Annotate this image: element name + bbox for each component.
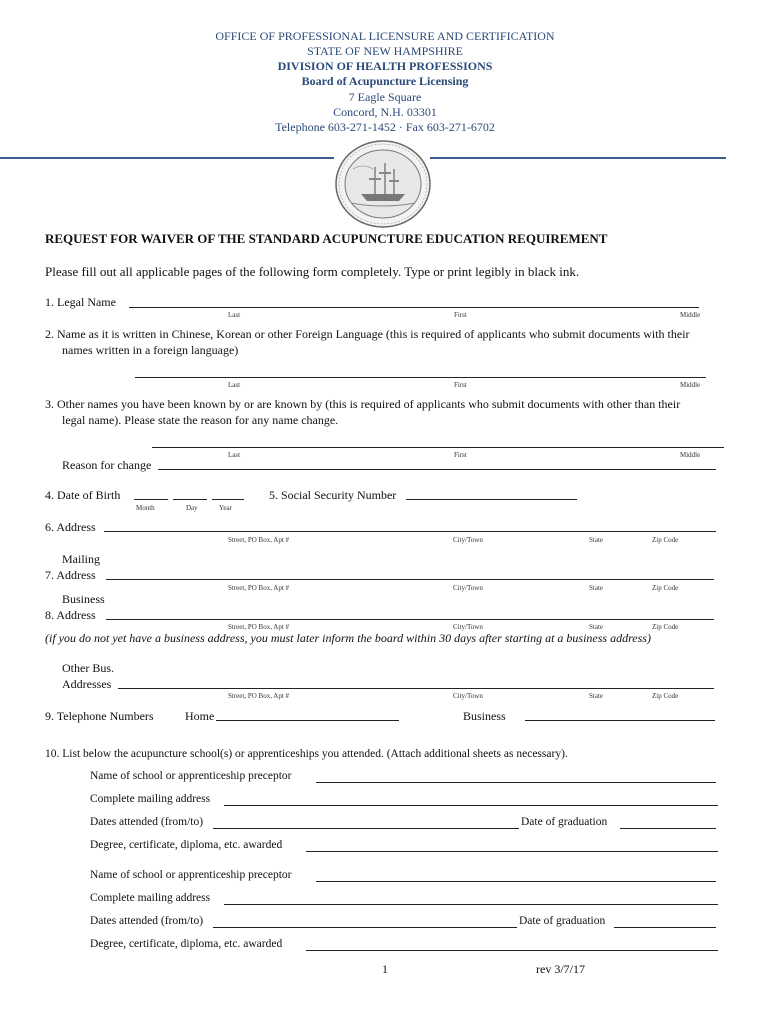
sublabel-city: City/Town bbox=[453, 536, 483, 544]
sublabel-state: State bbox=[589, 692, 603, 700]
legal-name-field[interactable] bbox=[129, 307, 699, 308]
q3-label: 3. Other names you have been known by or are known by (this is required of applicants who submit documents with other than their bbox=[45, 397, 681, 411]
sublabel-first: First bbox=[454, 451, 467, 459]
header-board: Board of Acupuncture Licensing bbox=[301, 74, 469, 88]
q8-label: 8. Address bbox=[45, 608, 96, 622]
sublabel-zip: Zip Code bbox=[652, 623, 679, 631]
form-instructions: Please fill out all applicable pages of the following form completely. Type or print legibly in black ink. bbox=[45, 264, 580, 279]
dates-attended-label-2: Dates attended (from/to) bbox=[90, 915, 204, 927]
mailing-address-label-1: Complete mailing address bbox=[90, 793, 211, 805]
sublabel-year: Year bbox=[219, 504, 232, 512]
q7-label: 7. Address bbox=[45, 568, 96, 582]
graduation-field-1[interactable] bbox=[620, 828, 716, 829]
sublabel-state: State bbox=[589, 623, 603, 631]
business-phone-field[interactable] bbox=[525, 720, 715, 721]
degree-label-2: Degree, certificate, diploma, etc. awarded bbox=[90, 938, 283, 950]
q1-label: 1. Legal Name bbox=[45, 295, 116, 309]
sublabel-street: Street, PO Box, Apt # bbox=[228, 623, 290, 631]
school-name-field-1[interactable] bbox=[316, 782, 716, 783]
sublabel-city: City/Town bbox=[453, 623, 483, 631]
business-address-note: (if you do not yet have a business address, you must later inform the board within 30 days after starting at a business address) bbox=[45, 631, 651, 645]
sublabel-month: Month bbox=[136, 504, 155, 512]
graduation-label-2: Date of graduation bbox=[519, 915, 606, 927]
sublabel-first: First bbox=[454, 311, 467, 319]
degree-field-1[interactable] bbox=[306, 851, 718, 852]
mailing-label: Mailing bbox=[62, 552, 100, 566]
header-street: 7 Eagle Square bbox=[348, 90, 422, 104]
home-phone-label: Home bbox=[185, 709, 215, 723]
school-mailing-field-1[interactable] bbox=[224, 805, 718, 806]
foreign-name-field[interactable] bbox=[135, 377, 706, 378]
header-rule-right bbox=[430, 157, 726, 159]
school-name-label-1: Name of school or apprenticeship preceptor bbox=[90, 770, 292, 782]
form-title: REQUEST FOR WAIVER OF THE STANDARD ACUPUNCTURE EDUCATION REQUIREMENT bbox=[45, 231, 608, 246]
header-city: Concord, N.H. 03301 bbox=[333, 105, 437, 119]
dates-attended-field-2[interactable] bbox=[213, 927, 517, 928]
q3-label-cont: legal name). Please state the reason for any name change. bbox=[62, 413, 339, 427]
sublabel-street: Street, PO Box, Apt # bbox=[228, 692, 290, 700]
dates-attended-label-1: Dates attended (from/to) bbox=[90, 816, 204, 828]
reason-label: Reason for change bbox=[62, 458, 152, 472]
header-phone: Telephone 603-271-1452 · Fax 603-271-6702 bbox=[275, 120, 495, 134]
q9-label: 9. Telephone Numbers bbox=[45, 709, 154, 723]
q2-label: 2. Name as it is written in Chinese, Korean or other Foreign Language (this is required of applicants who submit documents with their bbox=[45, 327, 690, 341]
dob-month-field[interactable] bbox=[134, 499, 168, 500]
ssn-field[interactable] bbox=[406, 499, 577, 500]
q5-label: 5. Social Security Number bbox=[269, 488, 397, 502]
address-field[interactable] bbox=[104, 531, 716, 532]
mailing-address-field[interactable] bbox=[106, 579, 714, 580]
graduation-label-1: Date of graduation bbox=[521, 816, 608, 828]
business-phone-label: Business bbox=[463, 709, 506, 723]
graduation-field-2[interactable] bbox=[614, 927, 716, 928]
sublabel-middle: Middle bbox=[680, 381, 701, 389]
home-phone-field[interactable] bbox=[216, 720, 399, 721]
sublabel-day: Day bbox=[186, 504, 198, 512]
sublabel-zip: Zip Code bbox=[652, 536, 679, 544]
dob-day-field[interactable] bbox=[173, 499, 207, 500]
other-bus-label: Other Bus. bbox=[62, 661, 114, 675]
header-state: STATE OF NEW HAMPSHIRE bbox=[307, 44, 463, 58]
header-rule-left bbox=[0, 157, 334, 159]
business-label: Business bbox=[62, 592, 105, 606]
other-names-field[interactable] bbox=[152, 447, 724, 448]
q2-label-cont: names written in a foreign language) bbox=[62, 343, 239, 357]
q6-label: 6. Address bbox=[45, 520, 96, 534]
school-name-field-2[interactable] bbox=[316, 881, 716, 882]
school-mailing-field-2[interactable] bbox=[224, 904, 718, 905]
q10-label: 10. List below the acupuncture school(s) or apprenticeships you attended. (Attach additional sheets as necessary). bbox=[45, 748, 568, 760]
sublabel-city: City/Town bbox=[453, 584, 483, 592]
sublabel-state: State bbox=[589, 536, 603, 544]
sublabel-middle: Middle bbox=[680, 451, 701, 459]
sublabel-state: State bbox=[589, 584, 603, 592]
sublabel-last: Last bbox=[228, 451, 241, 459]
sublabel-last: Last bbox=[228, 381, 241, 389]
revision-date: rev 3/7/17 bbox=[536, 962, 585, 976]
sublabel-middle: Middle bbox=[680, 311, 701, 319]
business-address-field[interactable] bbox=[106, 619, 714, 620]
header-division: DIVISION OF HEALTH PROFESSIONS bbox=[277, 59, 493, 73]
addresses-label: Addresses bbox=[62, 677, 112, 691]
sublabel-zip: Zip Code bbox=[652, 692, 679, 700]
header-office: OFFICE OF PROFESSIONAL LICENSURE AND CERTIFICATION bbox=[215, 29, 555, 43]
q4-label: 4. Date of Birth bbox=[45, 488, 121, 502]
sublabel-street: Street, PO Box, Apt # bbox=[228, 536, 290, 544]
dob-year-field[interactable] bbox=[212, 499, 244, 500]
mailing-address-label-2: Complete mailing address bbox=[90, 892, 211, 904]
page-number: 1 bbox=[382, 962, 388, 976]
school-name-label-2: Name of school or apprenticeship preceptor bbox=[90, 869, 292, 881]
sublabel-zip: Zip Code bbox=[652, 584, 679, 592]
dates-attended-field-1[interactable] bbox=[213, 828, 519, 829]
sublabel-last: Last bbox=[228, 311, 241, 319]
degree-label-1: Degree, certificate, diploma, etc. awarded bbox=[90, 839, 283, 851]
sublabel-street: Street, PO Box, Apt # bbox=[228, 584, 290, 592]
other-bus-address-field[interactable] bbox=[118, 688, 714, 689]
degree-field-2[interactable] bbox=[306, 950, 718, 951]
state-seal-icon bbox=[333, 139, 433, 234]
reason-field[interactable] bbox=[158, 469, 716, 470]
sublabel-first: First bbox=[454, 381, 467, 389]
sublabel-city: City/Town bbox=[453, 692, 483, 700]
